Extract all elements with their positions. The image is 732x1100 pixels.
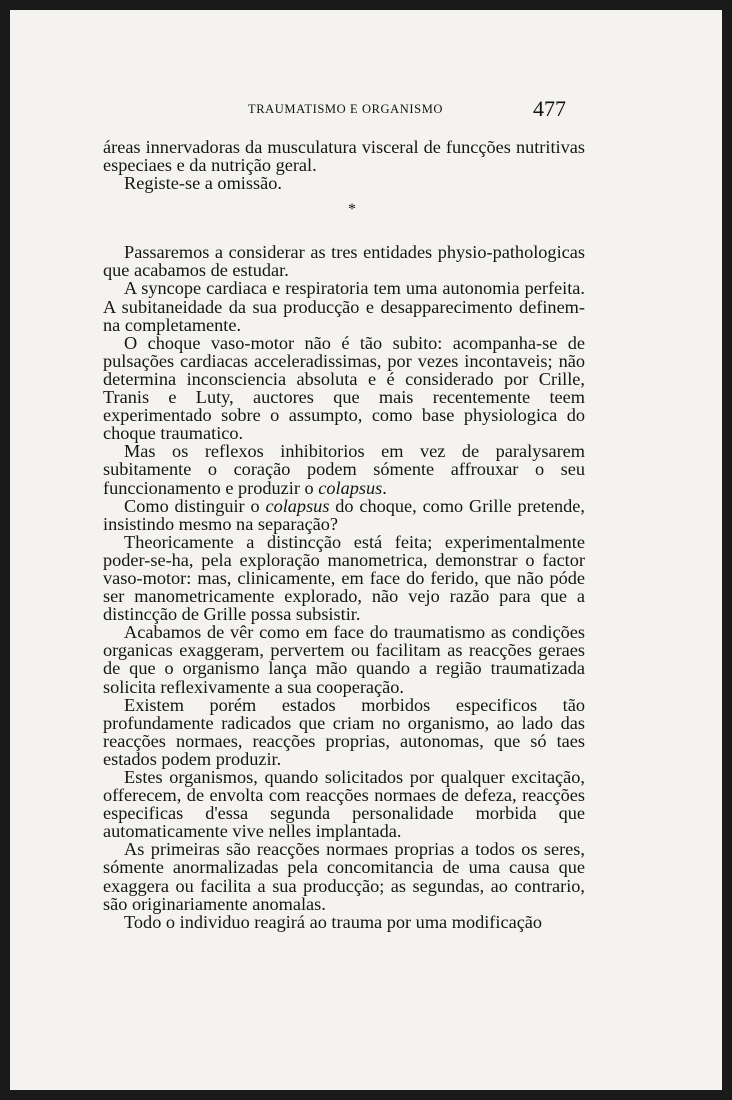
paragraph: O choque vaso-motor não é tão subito: acompanha-se de pulsações cardiacas acceleradissimas, por vezes incontaveis; não determina inconsciencia absoluta e é considerado por Crille, Tranis e Luty, auctores que mais recentemente teem experimentado sobre o assumpto, como base physiologica do choque traumatico. [103, 332, 585, 444]
paragraph: Mas os reflexos inhibitorios em vez de paralysarem subitamente o coração podem sómente affrouxar o seu funccionamento e produzir o colapsus. [103, 441, 585, 498]
paragraph: Acabamos de vêr como em face do traumatismo as condições organicas exaggeram, pervertem ou facilitam as reacções geraes de que o organismo lança mão quando a região traumatizada solicita reflexivamente a sua cooperação. [103, 622, 585, 697]
paragraph: Existem porém estados morbidos especificos tão profundamente radicados que criam no organismo, ao lado das reacções normaes, reacções proprias, autonomas, que só taes estados podem produzir. [103, 694, 585, 769]
paragraph: Theoricamente a distincção está feita; experimentalmente poder-se-ha, pela exploração manometrica, demonstrar o factor vaso-motor: mas, clinicamente, em face do ferido, que não póde ser manometricamente explorado, não vejo razão para que a distincção de Grille possa subsistir. [103, 531, 585, 625]
running-title: TRAUMATISMO E ORGANISMO [248, 102, 444, 116]
paragraph: Registe-se a omissão. [124, 173, 282, 194]
section-break-asterisk: * [348, 201, 356, 219]
emphasis-term: colapsus [265, 495, 330, 516]
emphasis-term: colapsus [318, 477, 383, 498]
paragraph: Como distinguir o colapsus do choque, como Grille pretende, insistindo mesmo na separação? [103, 495, 585, 534]
page-number: 477 [533, 96, 566, 121]
paragraph: áreas innervadoras da musculatura visceral de funcções nutritivas especiaes e da nutrição geral. [103, 137, 585, 176]
paragraph: Estes organismos, quando solicitados por qualquer excitação, offerecem, de envolta com reacções normaes de defeza, reacções especificas d'essa segunda personalidade morbida que automaticamente vive nelles implantada. [103, 767, 585, 842]
book-page [10, 10, 722, 1090]
paragraph: As primeiras são reacções normaes proprias a todos os seres, sómente anormalizadas pela concomitancia de uma causa que exaggera ou facilita a sua producção; as segundas, ao contrario, são originariamente anomalas. [103, 839, 585, 914]
paragraph: Todo o individuo reagirá ao trauma por uma modificação [124, 911, 543, 932]
paragraph: Passaremos a considerar as tres entidades physio-pathologicas que acabamos de estudar. [103, 242, 585, 281]
paragraph: A syncope cardiaca e respiratoria tem uma autonomia perfeita. A subitaneidade da sua producção e desapparecimento definem-na completamente. [103, 278, 585, 335]
running-head [10, 94, 722, 124]
body-text [103, 138, 585, 931]
